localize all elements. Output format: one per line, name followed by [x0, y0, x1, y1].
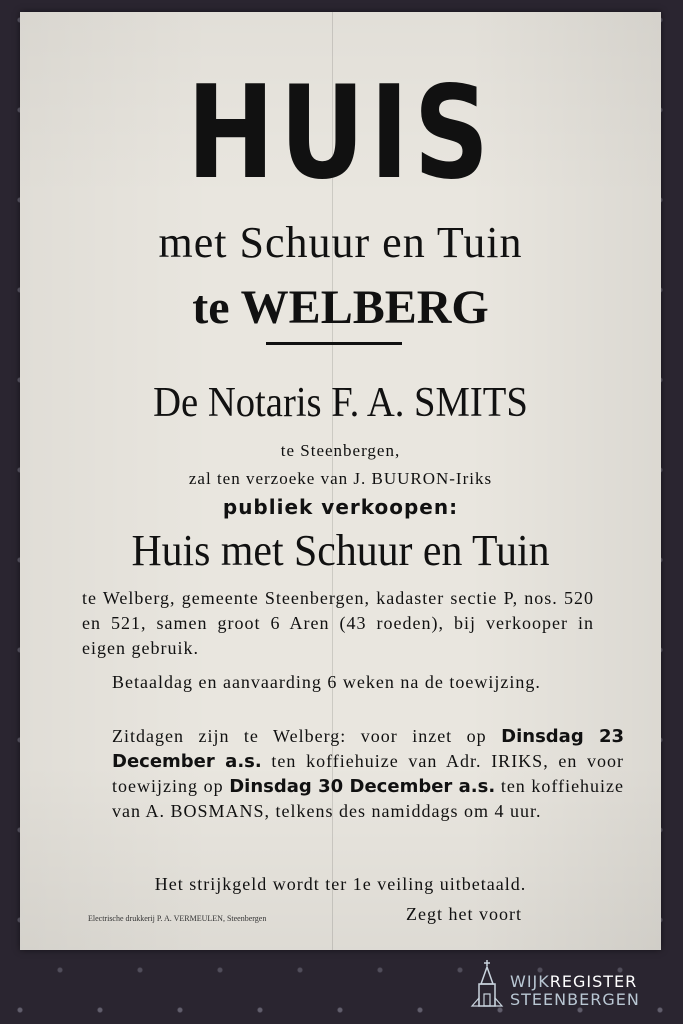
watermark-line2: STEENBERGEN: [510, 990, 640, 1009]
first-session-venue: ten koffiehuize van Adr. IRIKS, en voor toewijzing op: [112, 751, 625, 796]
session-dates: [82, 724, 624, 824]
seller-request: zal ten verzoeke van J. BUURON-Iriks: [188, 469, 493, 488]
closing-line: Zegt het voort: [406, 904, 522, 924]
watermark-register: REGISTER: [549, 972, 638, 991]
first-session-date: Dinsdag 23 December a.s.: [112, 726, 625, 772]
property-heading: Huis met Schuur en Tuin: [131, 526, 550, 575]
poster-location-heading: te WELBERG: [192, 281, 489, 334]
auction-poster: [20, 12, 661, 950]
poster-title: HUIS: [186, 59, 495, 208]
second-session-venue: ten koffiehuize van A. BOSMANS, telkens des namiddags om 4 uur.: [112, 776, 625, 821]
watermark-wijk: WIJK: [510, 972, 550, 991]
session-intro: Zitdagen zijn te Welberg: voor inzet op: [112, 726, 487, 746]
watermark-line1: [510, 972, 637, 991]
poster-subtitle: met Schuur en Tuin: [158, 218, 523, 267]
second-session-date: Dinsdag 30 December a.s.: [229, 776, 496, 797]
notary-name: De Notaris F. A. SMITS: [153, 380, 528, 426]
notary-location: te Steenbergen,: [280, 441, 401, 460]
payment-terms: Betaaldag en aanvaarding 6 weken na de toewijzing.: [112, 672, 541, 692]
property-description: te Welberg, gemeente Steenbergen, kadaster sectie P, nos. 520 en 521, samen groot 6 Aren (43 roeden), bij verkooper in eigen gebruik.: [82, 588, 594, 658]
watermark-logo: [470, 958, 670, 1010]
printer-credit: Electrische drukkerij P. A. VERMEULEN, Steenbergen: [88, 914, 267, 923]
divider-rule: [266, 342, 402, 345]
strijkgeld-note: Het strijkgeld wordt ter 1e veiling uitbetaald.: [154, 874, 527, 894]
church-icon: [470, 958, 504, 1008]
public-sale-label: publiek verkoopen:: [222, 495, 459, 519]
